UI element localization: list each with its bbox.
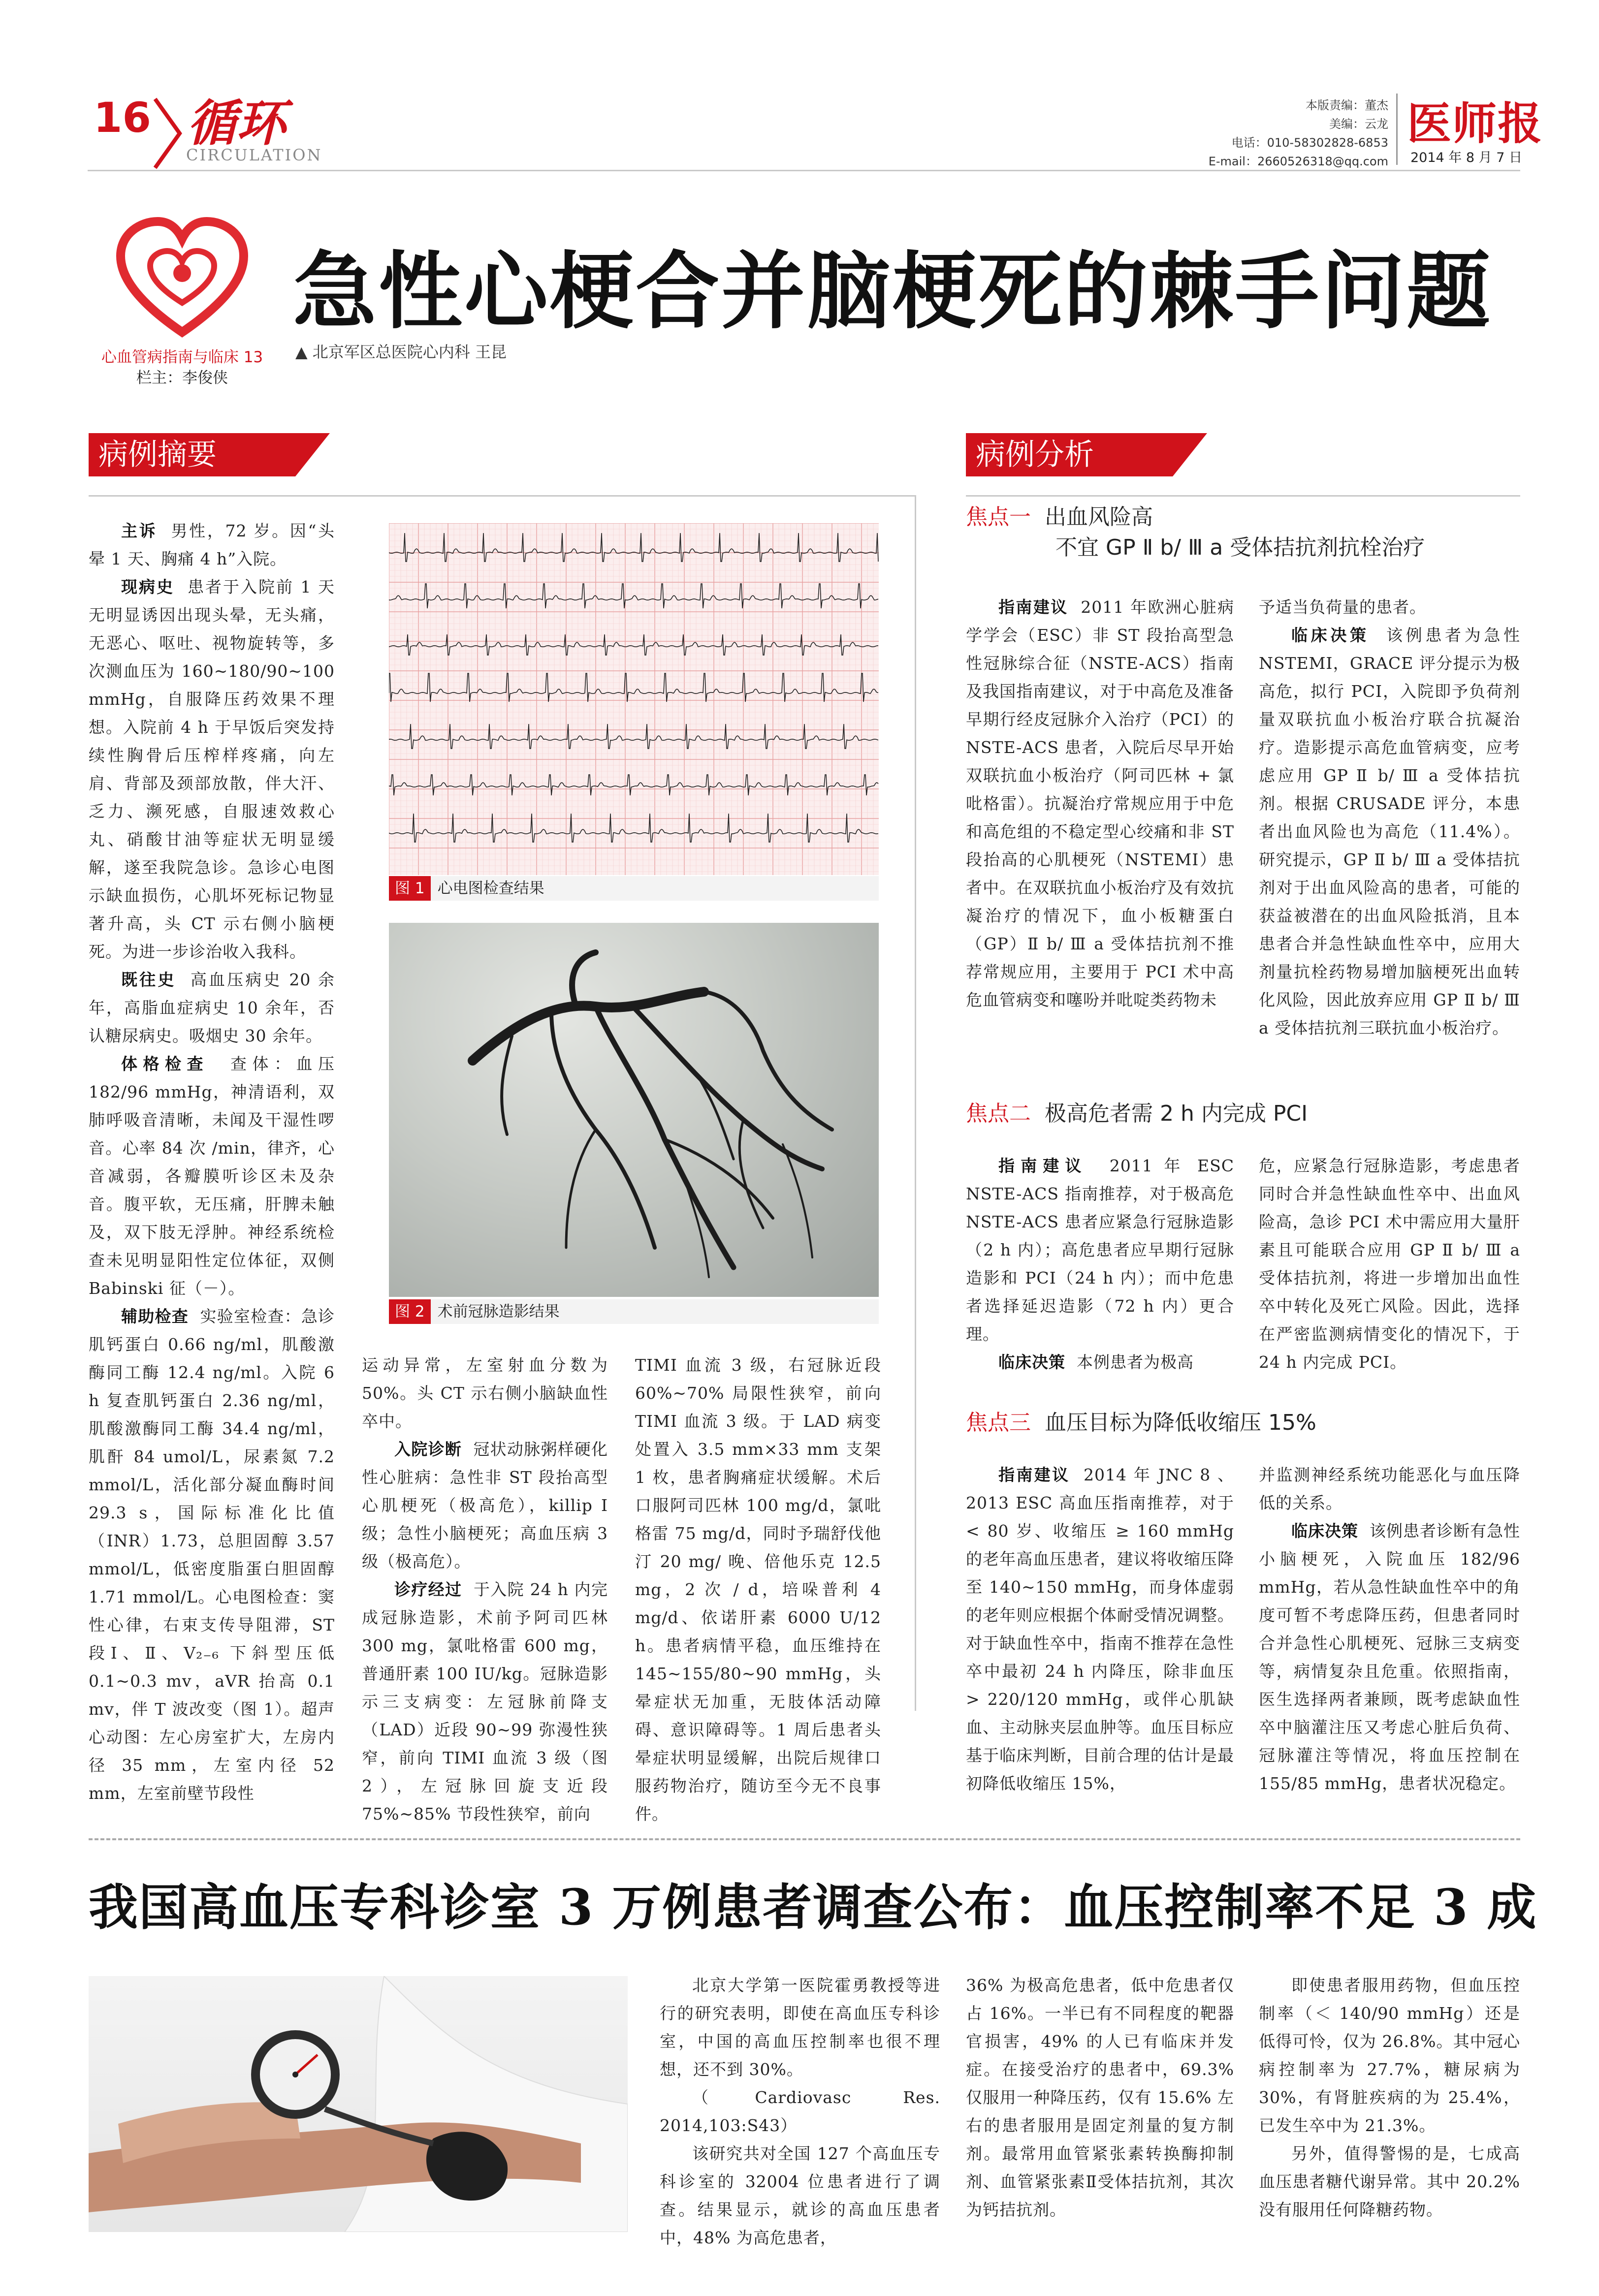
header-divider [1396, 94, 1398, 165]
focus2-decision-cont: 危，应紧急行冠脉造影，考虑患者同时合并急性缺血性卒中、出血风险高，急诊 PCI 术中需应用大量肝素且可能联合应用 GP Ⅱ b/ Ⅲ a 受体拮抗剂，将进一步增加出血性卒中转化及死亡风险。因此，选择在严密监测病情变化的情况下，于 24 h 内完成 PCI。 [1259, 1156, 1520, 1372]
figure-ecg [389, 523, 879, 875]
column-host: 栏主：李俊侠 [136, 369, 228, 387]
ecg-lead-trace [389, 584, 878, 608]
case-summary-rule [89, 495, 916, 497]
page-number: 16 [94, 94, 151, 142]
focus1-title-line2: 不宜 GP Ⅱ b/ Ⅲ a 受体拮抗剂抗栓治疗 [1055, 535, 1425, 560]
issue-date: 2014 年 8 月 7 日 [1410, 150, 1522, 165]
designer: 美编：云龙 [1329, 117, 1388, 131]
chevron-icon [150, 96, 185, 170]
page-header [0, 0, 1599, 177]
heart-logo-icon [116, 217, 249, 340]
case-summary-col1 [89, 517, 335, 1807]
article-separator [89, 1838, 1520, 1840]
ecg-lead-trace [389, 775, 878, 795]
figure1-text: 心电图检查结果 [437, 880, 544, 897]
header-rule [88, 170, 1520, 171]
focus2-heading [966, 1099, 1520, 1129]
ecg-lead-trace [389, 533, 878, 562]
news-para-1: 北京大学第一医院霍勇教授等进行的研究表明，即使在高血压专科诊室，中国的高血压控制率也很不理想，还不到 30%。 [660, 1976, 940, 2079]
focus3-guideline: 指南建议 2014 年 JNC 8 、2013 ESC 高血压指南推荐，对于 < 80 岁、收缩压 ≥ 160 mmHg 的老年高血压患者，建议将收缩压降至 140~150 mmHg，而身体虚弱的老年则应根据个体耐受情况调整。对于缺血性卒中，指南不推荐在急性卒中最初 24 h 内降压，除非血压 > 220/120 mmHg，或伴心肌缺血、主动脉夹层血肿等。血压目标应基于临床判断，目前合理的估计是最初降低收缩压 15%， [966, 1465, 1234, 1793]
section-title: 循环 [187, 94, 286, 152]
para-echo-cont: 运动异常，左室射血分数为 50%。头 CT 示右侧小脑缺血性卒中。 [362, 1355, 608, 1431]
ecg-lead-trace [389, 673, 878, 702]
case-analysis-rule [966, 495, 1520, 497]
focus1-guideline-cont: 予适当负荷量的患者。 [1259, 598, 1426, 617]
para-aux-exam: 辅助检查 实验室检查：急诊肌钙蛋白 0.66 ng/ml，肌酸激酶同工酶 12.4 ng/ml。入院 6 h 复查肌钙蛋白 2.36 ng/ml，肌酸激酶同工酶 34.4 ng/ml，肌酐 84 umol/L，尿素氮 7.2 mmol/L，活化部分凝血酶时间 29.3 s，国际标准化比值（INR）1.73，总胆固醇 3.57 mmol/L，低密度脂蛋白胆固醇 1.71 mmol/L。心电图检查：窦性心律，右束支传导阻滞，ST 段Ⅰ、Ⅱ、V₂₋₆ 下斜型压低 0.1~0.3 mv，aVR 抬高 0.1 mv，伴 T 波改变（图 1）。超声心动图：左心房室扩大，左房内径 35 mm，左室内径 52 mm，左室前壁节段性 [89, 1307, 335, 1803]
focus1-left [966, 593, 1234, 1014]
para-past-history: 既往史 高血压病史 20 余年，高脂血症病史 10 余年，否认糖尿病史。吸烟史 30 余年。 [89, 970, 335, 1045]
focus1-decision: 临床决策 该例患者为急性 NSTEMI，GRACE 评分提示为极高危，拟行 PCI，入院即予负荷剂量双联抗血小板治疗联合抗凝治疗。造影提示高危血管病变，应考虑应用 GP Ⅱ b/ Ⅲ a 受体拮抗剂。根据 CRUSADE 评分，本患者出血风险也为高危（11.4%）。研究提示，GP Ⅱ b/ Ⅲ a 受体拮抗剂对于出血风险高的患者，可能的获益被潜在的出血风险抵消，且本患者合并急性缺血性卒中，应用大剂量抗栓药物易增加脑梗死出血转化风险，因此放弃应用 GP Ⅱ b/ Ⅲ a 受体拮抗剂三联抗血小板治疗。 [1259, 626, 1521, 1038]
column-series: 心血管病指南与临床 13 [101, 348, 263, 366]
article-byline: ▲ 北京军区总医院心内科 王昆 [295, 343, 507, 361]
ecg-trace [389, 523, 879, 875]
news-para-4: 即使患者服用药物，但血压控制率（＜ 140/90 mmHg）还是低得可怜，仅为 26.8%。其中冠心病控制率为 27.7%，糖尿病为 30%，有肾脏疾病的为 25.4%，已发生卒中为 21.3%。 [1259, 1976, 1520, 2135]
section-en: CIRCULATION [186, 146, 322, 164]
focus2-right [1259, 1152, 1520, 1376]
focus3-guideline-cont: 并监测神经系统功能恶化与血压降低的关系。 [1259, 1465, 1520, 1512]
figure2-label: 图 2 [389, 1299, 431, 1324]
focus1-guideline: 指南建议 2011 年欧洲心脏病学学会（ESC）非 ST 段抬高型急性冠脉综合征（NSTE-ACS）指南及我国指南建议，对于中高危及准备早期行经皮冠脉介入治疗（PCI）的 NSTE-ACS 患者，入院后尽早开始双联抗血小板治疗（阿司匹林 + 氯吡格雷）。抗凝治疗常规应用于中危和高危组的不稳定型心绞痛和非 ST 段抬高的心肌梗死（NSTEMI）患者中。在双联抗血小板治疗及有效抗凝治疗的情况下，血小板糖蛋白（GP）Ⅱ b/ Ⅲ a 受体拮抗剂不推荐常规应用，主要用于 PCI 术中高危血管病变和噻吩并吡啶类药物未 [966, 598, 1235, 1009]
news-para-5: 另外，值得警惕的是，七成高血压患者糖代谢异常。其中 20.2% 没有服用任何降糖药物。 [1259, 2144, 1520, 2219]
para-admission-diagnosis: 入院诊断 冠状动脉粥样硬化性心脏病：急性非 ST 段抬高型心肌梗死（极高危），killip Ⅰ级；急性小脑梗死；高血压病 3 级（极高危）。 [362, 1440, 608, 1571]
email: E-mail：2660526318@qq.com [1208, 155, 1388, 168]
ecg-lead-trace [389, 724, 878, 749]
news-col3 [1259, 1971, 1520, 2224]
phone: 电话：010-58302828-6853 [1231, 136, 1388, 150]
news-headline: 我国高血压专科诊室 3 万例患者调查公布：血压控制率不足 3 成 [89, 1878, 1537, 1936]
focus3-left [966, 1461, 1234, 1797]
focus2-decision: 临床决策 本例患者为极高 [998, 1352, 1194, 1372]
paper-logo: 医师报 [1407, 97, 1543, 150]
news-para-2: 该研究共对全国 127 个高血压专科诊室的 32004 位患者进行了调查。结果显示，就诊的高血压患者中，48% 为高危患者， [660, 2144, 940, 2247]
focus3-title: 血压目标为降低收缩压 15% [1045, 1410, 1316, 1435]
focus3-decision: 临床决策 该例患者诊断有急性小脑梗死，入院血压 182/96 mmHg，若从急性缺血性卒中的角度可暂不考虑降压药，但患者同时合并急性心肌梗死、冠脉三支病变等，病情复杂且危重。依照指南，医生选择两者兼顾，既考虑缺血性卒中脑灌注压又考虑心脏后负荷、冠脉灌注等情况，将血压控制在 155/85 mmHg，患者状况稳定。 [1259, 1521, 1521, 1793]
focus3-right [1259, 1461, 1520, 1797]
figure2-text: 术前冠脉造影结果 [437, 1303, 560, 1321]
para-treatment-cont: TIMI 血流 3 级，右冠脉近段 60%~70% 局限性狭窄，前向 TIMI 血流 3 级。于 LAD 病变处置入 3.5 mm×33 mm 支架 1 枚，患者胸痛症状缓解。术后口服阿司匹林 100 mg/d，氯吡格雷 75 mg/d，同时予瑞舒伐他汀 20 mg/ 晚、倍他乐克 12.5 mg，2 次 / d，培哚普利 4 mg/d、依诺肝素 6000 U/12 h。患者病情平稳，血压维持在 145~155/80~90 mmHg，头晕症状无加重，无肢体活动障碍、意识障碍等。1 周后患者头晕症状明显缓解，出院后规律口服药物治疗，随访至今无不良事件。 [635, 1355, 881, 1824]
tab-case-summary: 病例摘要 [89, 433, 295, 476]
figure1-caption [389, 876, 879, 901]
case-summary-col3 [635, 1351, 881, 1828]
tab-case-analysis: 病例分析 [966, 433, 1173, 476]
focus2-label: 焦点二 [966, 1101, 1031, 1126]
para-treatment: 诊疗经过 于入院 24 h 内完成冠脉造影，术前予阿司匹林 300 mg，氯吡格雷 600 mg，普通肝素 100 IU/kg。冠脉造影示三支病变：左冠脉前降支（LAD）近段 90~99 弥漫性狭窄，前向 TIMI 血流 3 级（图 2），左冠脉回旋支近段 75%~85% 节段性狭窄，前向 [362, 1580, 608, 1824]
blood-pressure-photo [89, 1976, 628, 2232]
news-para-3: 36% 为极高危患者，低中危患者仅占 16%。一半已有不同程度的靶器官损害，49% 的人已有临床并发症。在接受治疗的患者中，69.3% 仅服用一种降压药，仅有 15.6% 左右的患者服用是固定剂量的复方制剂。最常用血管紧张素转换酶抑制剂、血管紧张素Ⅱ受体拮抗剂，其次为钙拮抗剂。 [966, 1976, 1234, 2219]
editor-info [1191, 96, 1388, 171]
figure1-label: 图 1 [389, 876, 431, 901]
column-divider [915, 495, 916, 1711]
para-present-illness: 现病史 患者于入院前 1 天无明显诱因出现头晕，无头痛，无恶心、呕吐、视物旋转等，多次测血压为 160~180/90~100 mmHg，自服降压药效果不理想。入院前 4 h 于早饭后突发持续性胸骨后压榨样疼痛，向左肩、背部及颈部放散，伴大汗、乏力、濒死感，自服速效救心丸、硝酸甘油等症状无明显缓解，遂至我院急诊。急诊心电图示缺血损伤，心肌坏死标记物显著升高，头 CT 示右侧小脑梗死。为进一步诊治收入我科。 [89, 577, 335, 961]
para-chief-complaint: 主诉 男性，72 岁。因“头晕 1 天、胸痛 4 h”入院。 [89, 521, 335, 568]
case-summary-col2 [362, 1351, 608, 1828]
focus1-heading [966, 502, 1520, 563]
focus1-right [1259, 593, 1520, 1042]
ecg-lead-trace [389, 634, 878, 655]
news-col1 [660, 1971, 940, 2252]
focus1-title-line1: 出血风险高 [1045, 504, 1153, 530]
news-col2 [966, 1971, 1234, 2224]
focus3-label: 焦点三 [966, 1410, 1031, 1435]
focus2-title: 极高危者需 2 h 内完成 PCI [1045, 1101, 1308, 1126]
ecg-lead-trace [389, 814, 878, 842]
news-photo [89, 1976, 628, 2232]
para-physical-exam: 体格检查 查体：血压 182/96 mmHg，神清语利，双肺呼吸音清晰，未闻及干湿性啰音。心率 84 次 /min，律齐，心音减弱，各瓣膜听诊区未及杂音。腹平软，无压痛，肝脾未触及，双下肢无浮肿。神经系统检查未见明显阳性定位体征，双侧 Babinski 征（－）。 [89, 1054, 335, 1298]
editor: 本版责编：董杰 [1306, 98, 1388, 112]
focus2-left [966, 1152, 1234, 1376]
article-title: 急性心梗合并脑梗死的棘手问题 [293, 242, 1493, 341]
focus3-heading [966, 1408, 1520, 1438]
figure2-caption [389, 1299, 879, 1324]
news-citation: （Cardiovasc Res. 2014,103:S43） [660, 2088, 940, 2135]
focus2-guideline: 指南建议 2011 年 ESC NSTE-ACS 指南推荐，对于极高危 NSTE-ACS 患者应紧急行冠脉造影（2 h 内）；高危患者应早期行冠脉造影和 PCI（24 h 内）；而中危患者选择延迟造影（72 h 内）更合理。 [966, 1156, 1235, 1344]
figure-angiogram [389, 923, 879, 1297]
angiogram-vessels [389, 923, 879, 1297]
focus1-label: 焦点一 [966, 504, 1031, 530]
